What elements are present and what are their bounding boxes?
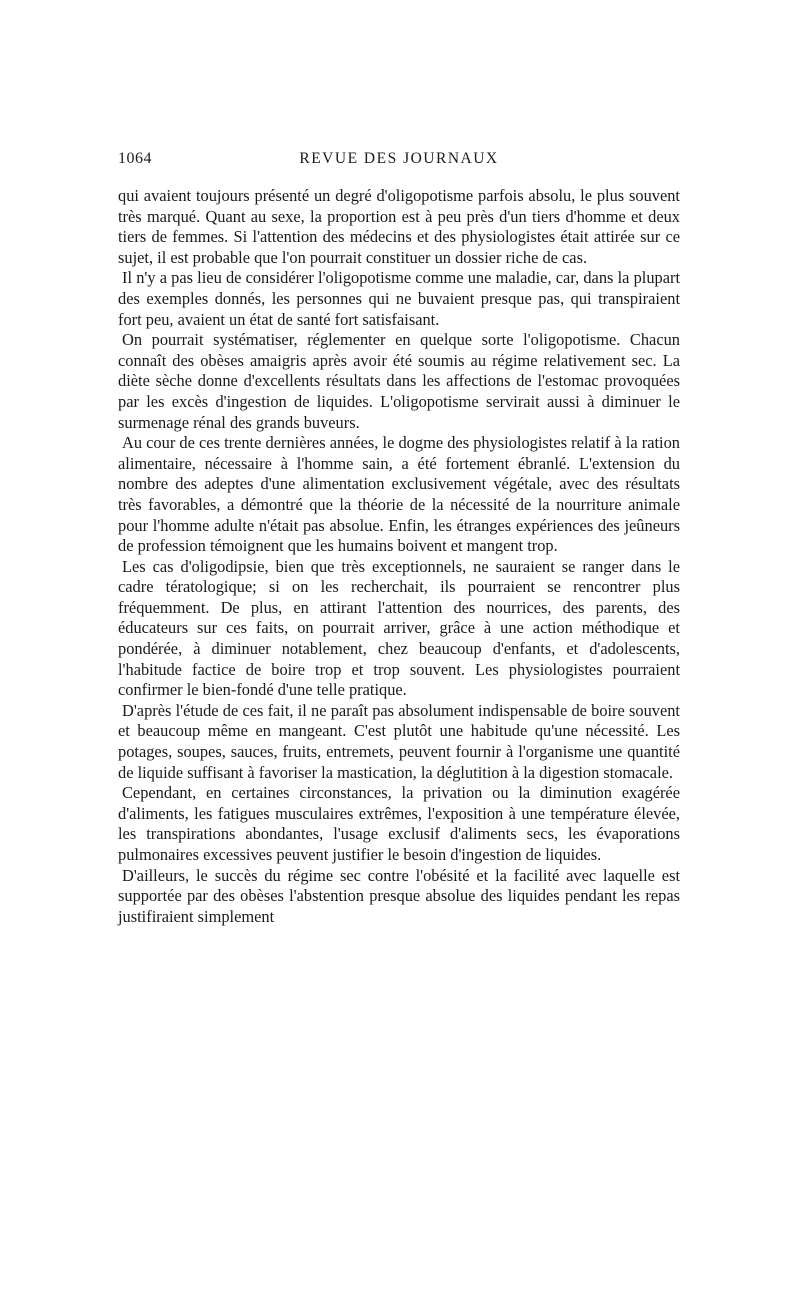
paragraph-systematiser: On pourrait systématiser, réglementer en quelque sorte l'oligopotisme. Chacun connaît des obèses amaigris après avoir été soumis au régime relativement sec. La diète sèche donne d'excellents résultats dans les affections de l'estomac provoquées par les excès d'ingestion de liquides. L'oligopotisme servirait aussi à diminuer le surmenage rénal des grands buveurs. — [118, 330, 680, 432]
paragraph-oligopotisme-maladie: Il n'y a pas lieu de considérer l'oligopotisme comme une maladie, car, dans la plupart des exemples donnés, les personnes qui ne buvaient presque pas, qui transpiraient fort peu, avaient un état de santé fort satisfaisant. — [118, 268, 680, 329]
paragraph-continued: qui avaient toujours présenté un degré d'oligopotisme parfois absolu, le plus souvent très marqué. Quant au sexe, la proportion est à peu près d'un tiers d'homme et deux tiers de femmes. Si l'attention des médecins et des physiologistes était attirée sur ce sujet, il est probable que l'on pourrait constituer un dossier riche de cas. — [118, 186, 680, 267]
page-number: 1064 — [118, 150, 152, 167]
paragraph-etude-faits: D'après l'étude de ces fait, il ne paraît pas absolument indispensable de boire souvent et beaucoup même en mangeant. C'est plutôt une habitude qu'une nécessité. Les potages, soupes, sauces, fruits, entremets, peuvent fournir à l'organisme une quantité de liquide suffisant à favoriser la mastication, la déglutition à la digestion stomacale. — [118, 700, 680, 782]
article-body — [118, 186, 680, 927]
running-head — [118, 150, 680, 176]
paragraph-circonstances: Cependant, en certaines circonstances, la privation ou la diminution exagérée d'aliments, les fatigues musculaires extrêmes, l'exposition à une température élevée, les transpirations abondantes, l'usage exclusif d'aliments secs, les évaporations pulmonaires excessives peuvent justifier le besoin d'ingestion de liquides. — [118, 783, 680, 864]
journal-page — [118, 150, 680, 927]
paragraph-dogme-physiologistes: Au cour de ces trente dernières années, le dogme des physiologistes relatif à la ration alimentaire, nécessaire à l'homme sain, a été fortement ébranlé. L'extension du nombre des adeptes d'une alimentation exclusivement végétale, avec des résultats très favorables, a démontré que la théorie de la nécessité de la nourriture animale pour l'homme adulte n'était pas absolue. Enfin, les étranges expériences des jeûneurs de profession témoignent que les humains boivent et mangent trop. — [118, 433, 680, 556]
paragraph-regime-sec: D'ailleurs, le succès du régime sec contre l'obésité et la facilité avec laquelle est supportée par des obèses l'abstention presque absolue des liquides pendant les repas justifiraient simplement — [118, 865, 680, 926]
journal-title: REVUE DES JOURNAUX — [299, 150, 499, 167]
paragraph-oligodipsie: Les cas d'oligodipsie, bien que très exceptionnels, ne sauraient se ranger dans le cadre tératologique; si on les recherchait, ils pourraient se rencontrer plus fréquemment. De plus, en attirant l'attention des nourrices, des parents, des éducateurs sur ces faits, on pourrait arriver, grâce à une action méthodique et pondérée, à diminuer notablement, chez beaucoup d'enfants, et d'adolescents, l'habitude factice de boire trop et trop souvent. Les physiologistes pourraient confirmer le bien-fondé d'une telle pratique. — [118, 556, 680, 700]
